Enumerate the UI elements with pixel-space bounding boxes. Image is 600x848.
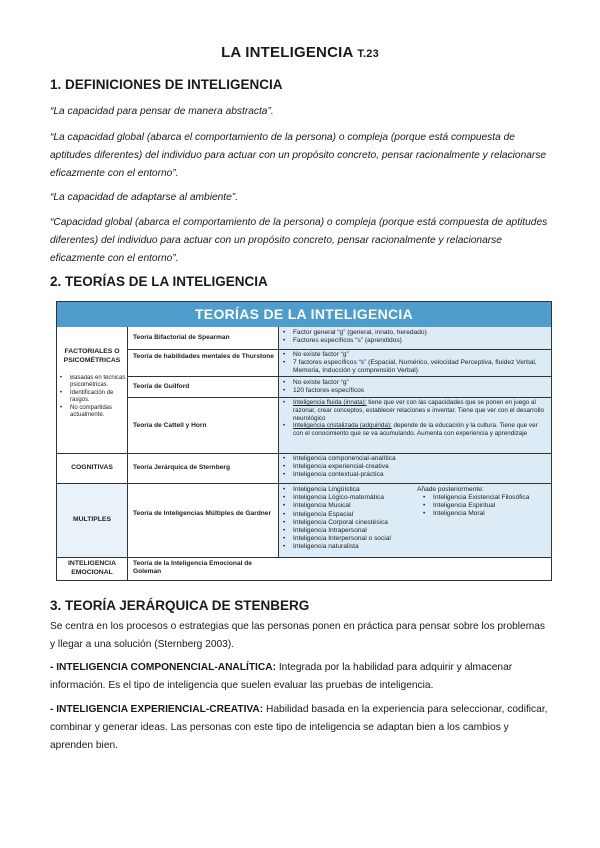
- list-item: • Inteligencia cristalizada (adquirida): depende de la educación y la cultura. Tiene que ver con el conocimiento que se va acumulando. Aumenta con experiencia y aprendizaje: [283, 422, 547, 438]
- theories-table: [56, 301, 552, 581]
- list-item: • Inteligencia fluida (innata): tiene que ver con las capacidades que se ponen en juego al razonar, crear conceptos, establecer relaciones e inventar. Tiene que ver con el desarrollo neurológico: [283, 399, 547, 422]
- list-item: • Inteligencia naturalista: [283, 543, 415, 551]
- table-title: TEORÍAS DE LA INTELIGENCIA: [57, 302, 551, 327]
- list-item: • Inteligencia Interpersonal o social: [283, 535, 415, 543]
- theory-cattell-horn: Teoría de Cattell y Horn: [133, 422, 207, 429]
- theory-goleman: Teoría de la Inteligencia Emocional de Goleman: [133, 560, 252, 576]
- section-2-heading: 2. TEORÍAS DE LA INTELIGENCIA: [50, 274, 268, 289]
- list-item: • Inteligencia Intrapersonal: [283, 527, 415, 535]
- list-item: • Basadas en técnicas psicométricas.: [60, 375, 126, 390]
- category-multiples: MÚLTIPLES: [72, 516, 111, 523]
- topic-number: T.23: [357, 48, 379, 60]
- list-item: • Inteligencia Corporal cinestésica: [283, 519, 415, 527]
- intelligence-type: - INTELIGENCIA COMPONENCIAL-ANALÍTICA: Integrada por la habilidad para adquirir y almacenar información. Es el tipo de inteligencia que suelen evaluar las pruebas de inteligencia.: [50, 662, 513, 691]
- list-item: • No existe factor “g”: [283, 379, 545, 387]
- section-3-heading: 3. TEORÍA JERÁRQUICA DE STENBERG: [50, 598, 310, 613]
- theory-spearman: Teoría Bifactorial de Spearman: [133, 334, 230, 341]
- category-factoriales: FACTORIALES O PSICOMÉTRICAS: [63, 348, 121, 364]
- definition-quote: “La capacidad de adaptarse al ambiente”.: [50, 192, 239, 203]
- category-emocional: INTELIGENCIA EMOCIONAL: [68, 560, 116, 576]
- section-3-intro: Se centra en los procesos o estrategias que las personas ponen en práctica para pensar sobre los problemas y llegar a una solución (Sternberg 2003).: [50, 621, 545, 650]
- list-item: • 120 factores específicos: [283, 387, 545, 395]
- added-points: [423, 494, 549, 519]
- list-item: • Inteligencia componencial-analítica: [283, 455, 545, 463]
- theory-points: [283, 486, 415, 552]
- theory-points: [283, 329, 545, 345]
- theory-points: [283, 455, 545, 480]
- theory-points: [283, 379, 545, 395]
- list-item: • Inteligencia Lingüística: [283, 486, 415, 494]
- section-1-heading: 1. DEFINICIONES DE INTELIGENCIA: [50, 77, 283, 92]
- added-label: Añade posteriormente:: [417, 486, 484, 493]
- theory-points: [283, 351, 545, 376]
- list-item: • 7 factores específicos “s” (Espacial, Numérico, velocidad Perceptiva, fluidez Verbal, Memoria, Inducción y comprensión Verbal): [283, 359, 545, 375]
- list-item: • Inteligencia contextual-práctica: [283, 471, 545, 479]
- theory-guilford: Teoría de Guilford: [133, 383, 190, 390]
- theory-thurstone: Teoría de habilidades mentales de Thurstone: [133, 353, 274, 360]
- list-item: • No existe factor “g”: [283, 351, 545, 359]
- intelligence-type: - INTELIGENCIA EXPERIENCIAL-CREATIVA: Habilidad basada en la experiencia para seleccionar, codificar, combinar y generar ideas. Las personas con este tipo de inteligencia se adaptan bien a los cambios y aprenden bien.: [50, 704, 548, 751]
- list-item: • Inteligencia Espacial: [283, 511, 415, 519]
- list-item: • Inteligencia Espiritual: [423, 502, 549, 510]
- list-item: • Identificación de rasgos.: [60, 390, 126, 405]
- theory-gardner: Teoría de Inteligencias Múltiples de Gardner: [133, 510, 272, 517]
- list-item: • No compartidas actualmente.: [60, 405, 126, 420]
- list-item: • Inteligencia Lógico-matemática: [283, 494, 415, 502]
- factoriales-notes: [60, 375, 126, 419]
- list-item: • Inteligencia Moral: [423, 510, 549, 518]
- definition-quote: “La capacidad global (abarca el comportamiento de la persona) o compleja (porque está compuesta de aptitudes diferentes) del individuo para actuar con un propósito concreto, pensar racionalmente y relacionarse eficazmente con el entorno”.: [50, 132, 547, 179]
- list-item: • Factores específicos “s” (aprendidos): [283, 337, 545, 345]
- theory-sternberg: Teoría Jerárquica de Sternberg: [133, 464, 230, 471]
- definition-quote: “La capacidad para pensar de manera abstracta”.: [50, 106, 274, 117]
- definition-quote: “Capacidad global (abarca el comportamiento de la persona) o compleja (porque está compuesta de aptitudes diferentes) del individuo para actuar con un propósito concreto, pensar racionalmente y relacionarse eficazmente con el entorno”.: [50, 217, 548, 264]
- list-item: • Inteligencia Existencial Filosófica: [423, 494, 549, 502]
- list-item: • Factor general “g” (general, innato, heredado): [283, 329, 545, 337]
- theory-points: [283, 399, 547, 438]
- list-item: • Inteligencia experiencial-creativa: [283, 463, 545, 471]
- category-cognitivas: COGNITIVAS: [71, 464, 113, 471]
- page-title: LA INTELIGENCIA T.23: [221, 44, 379, 61]
- list-item: • Inteligencia Musical: [283, 502, 415, 510]
